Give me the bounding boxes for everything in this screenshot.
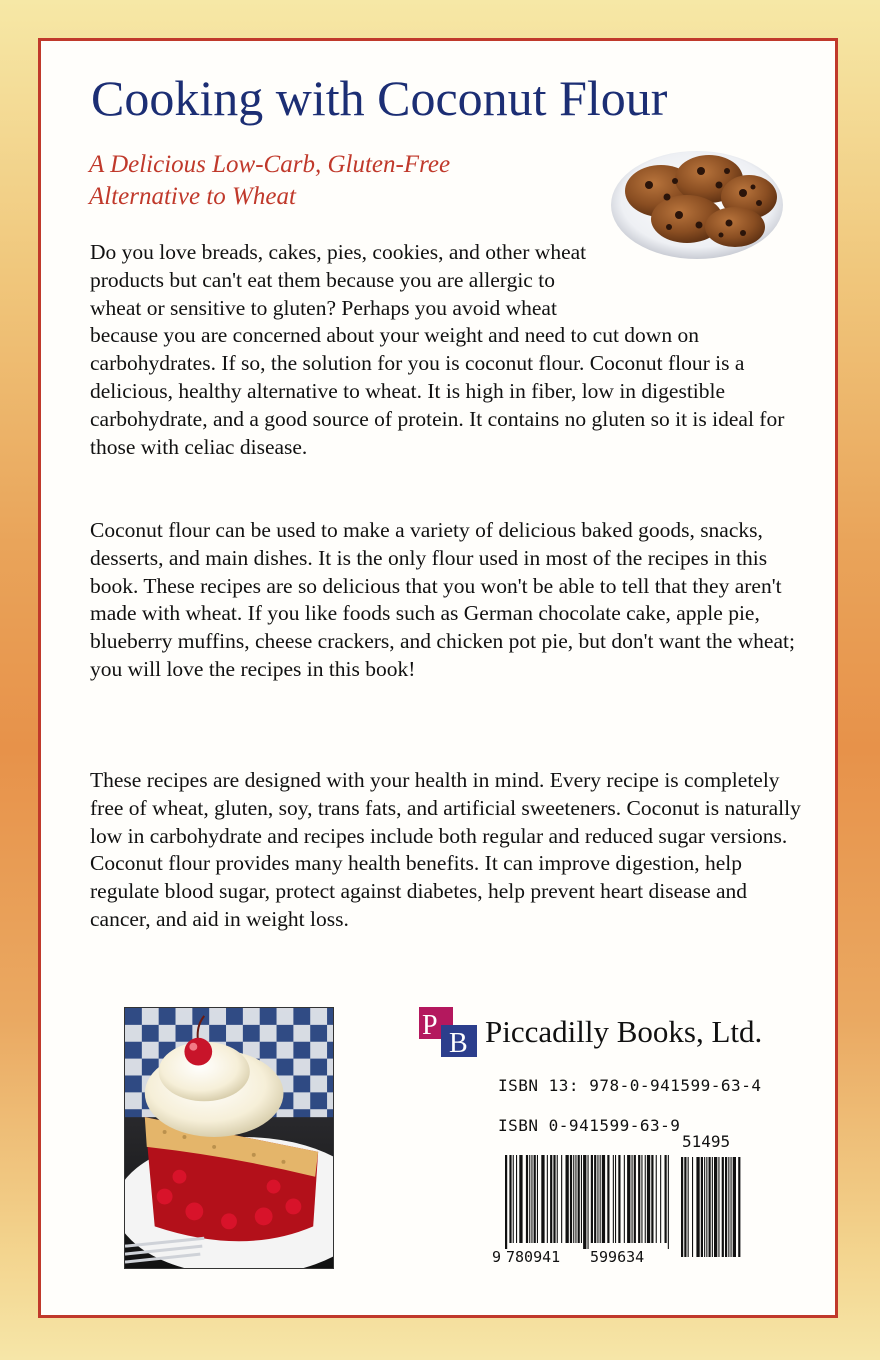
publisher-name: Piccadilly Books, Ltd.: [485, 1014, 763, 1049]
description-paragraph-1: [90, 239, 810, 461]
barcode-bar: [573, 1155, 574, 1243]
barcode-bar: [607, 1155, 609, 1243]
barcode-bar: [615, 1155, 616, 1243]
barcode-bar: [634, 1155, 636, 1243]
barcode-bar: [624, 1155, 625, 1243]
description-paragraph-2: Coconut flour can be used to make a variety of delicious baked goods, snacks, desserts, and main dishes. It is the only flour used in most of the recipes in this book. These recipes are so delicious that you won't be able to tell that they aren't made with wheat. If you like foods such as German chocolate cake, apple pie, blueberry muffins, cheese crackers, and chicken pot pie, but don't want the wheat; you will love the recipes in this book!: [90, 518, 795, 681]
barcode-bar: [638, 1155, 640, 1243]
barcode-bar: [684, 1157, 686, 1257]
barcode-bar: [709, 1157, 711, 1257]
barcode-bar: [641, 1155, 642, 1243]
isbn-13: ISBN 13: 978-0-941599-63-4: [498, 1076, 762, 1095]
barcode-bar: [516, 1155, 517, 1243]
barcode-bar: [660, 1155, 661, 1243]
barcode-bar: [738, 1157, 740, 1257]
isbn-10: ISBN 0-941599-63-9: [498, 1116, 681, 1135]
publisher-block: [419, 1007, 762, 1057]
subtitle-line-2: Alternative to Wheat: [89, 183, 296, 210]
barcode-bar: [583, 1155, 586, 1249]
book-subtitle: [89, 149, 589, 213]
barcode-bar: [581, 1155, 582, 1243]
barcode-bar: [718, 1157, 719, 1257]
barcode-bar: [618, 1155, 620, 1243]
barcode-bar: [731, 1157, 732, 1257]
barcode-bar: [529, 1155, 530, 1243]
barcode-bar: [591, 1155, 593, 1243]
barcode-bar: [566, 1155, 569, 1243]
subtitle-line-1: A Delicious Low-Carb, Gluten-Free: [89, 151, 451, 178]
barcode-bar: [647, 1155, 650, 1243]
barcode-bar: [509, 1155, 511, 1243]
barcode-bar: [733, 1157, 736, 1257]
price-code: 51495: [682, 1132, 731, 1151]
logo-letter-b: B: [449, 1028, 468, 1057]
barcode-bar: [725, 1157, 727, 1257]
barcode-digit-group-1: 780941: [506, 1248, 561, 1266]
barcode-bar: [688, 1157, 689, 1257]
barcode-bar: [714, 1157, 717, 1257]
publisher-logo-icon: [419, 1007, 477, 1057]
barcode-bar: [704, 1157, 705, 1257]
back-cover-panel: [38, 38, 838, 1318]
barcode-bar: [519, 1155, 522, 1243]
barcode-bar: [534, 1155, 536, 1243]
barcode-bar: [665, 1155, 667, 1243]
barcode-bar: [570, 1155, 572, 1243]
barcode-bar: [578, 1155, 580, 1243]
barcode-bar: [550, 1155, 552, 1243]
barcode-bar: [531, 1155, 532, 1243]
barcode-bar: [557, 1155, 558, 1243]
barcode-bar: [505, 1155, 507, 1249]
barcode-bar: [722, 1157, 724, 1257]
barcode-bar: [526, 1155, 528, 1243]
barcode-bar: [588, 1155, 589, 1249]
barcode-bar: [594, 1155, 596, 1243]
barcode-bar: [513, 1155, 514, 1243]
barcode-bar: [600, 1155, 601, 1243]
barcode-bar: [602, 1155, 605, 1243]
barcode-bar: [627, 1155, 630, 1243]
barcode-bar: [575, 1155, 576, 1243]
logo-letter-p: P: [422, 1010, 438, 1041]
barcode-bar: [597, 1155, 598, 1243]
barcode-bar: [696, 1157, 699, 1257]
barcode-bar: [706, 1157, 707, 1257]
barcode-bar: [645, 1155, 646, 1243]
cherry-pie-image: [124, 1007, 334, 1269]
barcode-bar: [701, 1157, 703, 1257]
barcode-bar: [651, 1155, 653, 1243]
paragraph-1-text: Do you love breads, cakes, pies, cookies, and other wheat products but can't eat them because you are allergic to wheat or sensitive to gluten? Perhaps you avoid wheat because you are concerned about your weight and need to cut down on carbohydrates. If so, the solution for you is coconut flour. Coconut flour is a delicious, healthy alternative to wheat. It is high in fiber, low in digestible carbohydrate, and a good source of protein. It contains no gluten so it is ideal for those with celiac disease.: [90, 240, 785, 459]
barcode-digit-group-2: 599634: [590, 1248, 645, 1266]
barcode-bar: [537, 1155, 538, 1243]
barcode-bar: [692, 1157, 693, 1257]
barcode-bar: [541, 1155, 544, 1243]
barcode-bar: [712, 1157, 713, 1257]
book-title: Cooking with Coconut Flour: [91, 70, 668, 126]
barcode-bar: [668, 1155, 669, 1249]
barcode-bar: [547, 1155, 548, 1243]
barcode-bar: [681, 1157, 683, 1257]
isbn-barcode: [489, 1131, 769, 1266]
barcode-bar: [553, 1155, 555, 1243]
barcode-bar: [561, 1155, 562, 1243]
barcode-bar: [632, 1155, 633, 1243]
barcode-bar: [613, 1155, 614, 1243]
barcode-bar: [728, 1157, 729, 1257]
barcode-bar: [656, 1155, 657, 1243]
description-paragraph-3: These recipes are designed with your health in mind. Every recipe is completely free of wheat, gluten, soy, trans fats, and artificial sweeteners. Coconut is naturally low in carbohydrate and recipes include both regular and reduced sugar versions. Coconut flour provides many health benefits. It can improve digestion, help regulate blood sugar, protect against diabetes, help prevent heart disease and cancer, and aid in weight loss.: [90, 768, 801, 931]
barcode-digit-first: 9: [492, 1248, 502, 1266]
